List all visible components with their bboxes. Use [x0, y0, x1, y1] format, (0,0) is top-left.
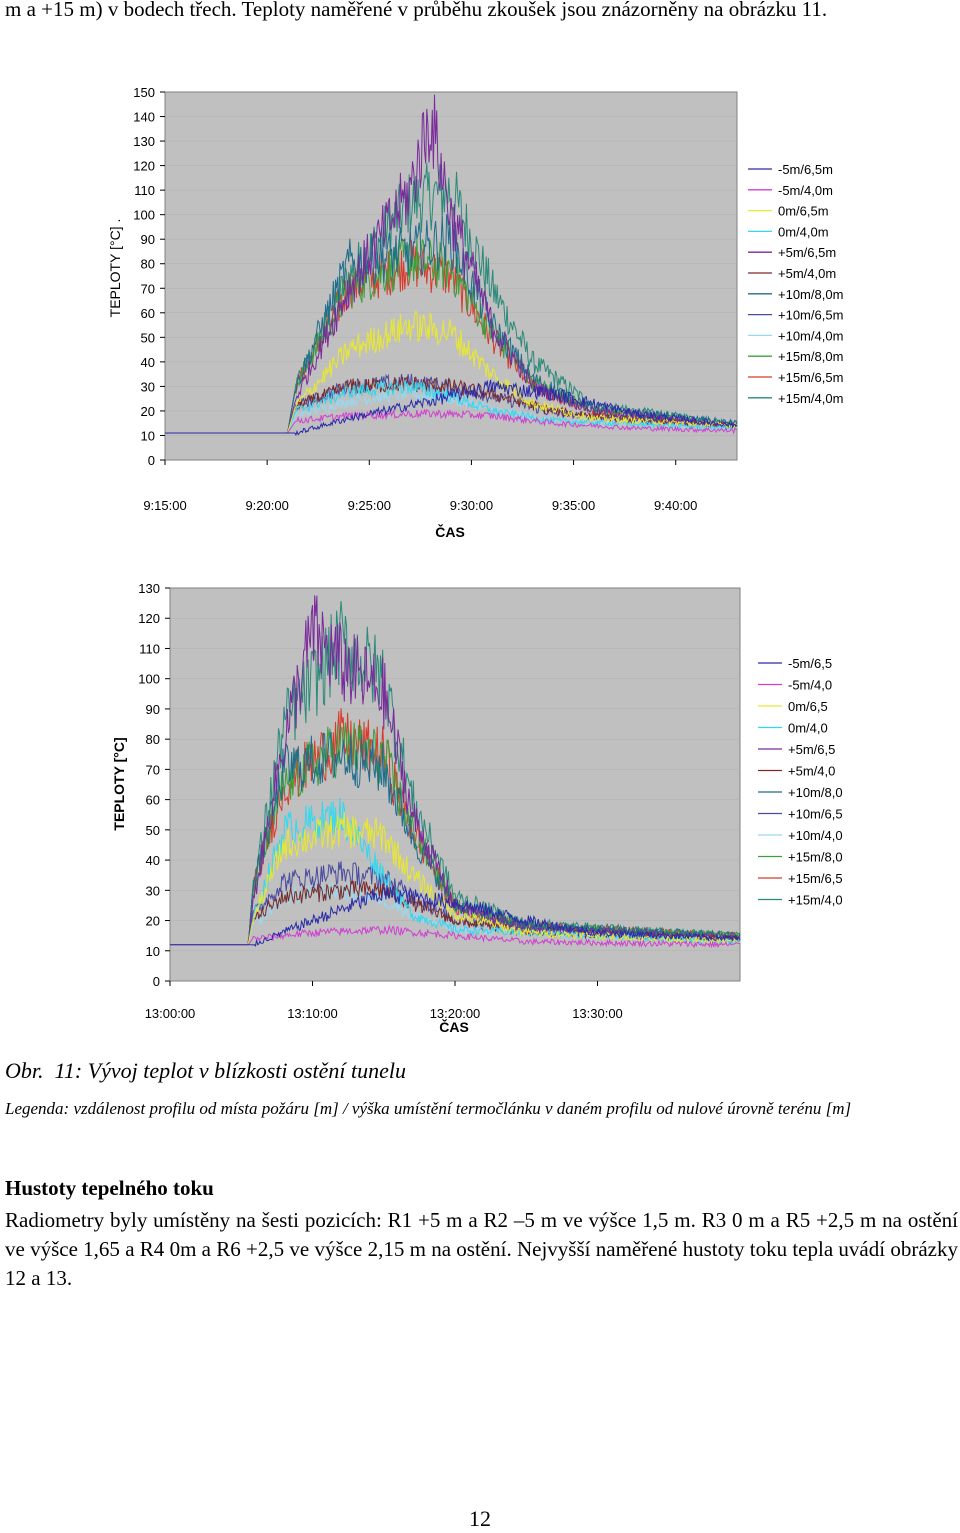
- chart2-ytick-label: 40: [145, 853, 160, 869]
- chart2-ytick-label: 130: [138, 581, 160, 596]
- chart2-legend-label: +10m/4,0: [788, 828, 843, 843]
- chart2-ytick-label: 30: [145, 883, 160, 899]
- chart2-legend-label: -5m/6,5: [788, 656, 833, 671]
- temperature-chart-1: [0, 78, 960, 548]
- chart1-ytick-label: 150: [133, 85, 155, 100]
- chart1-xtick-label: 9:20:00: [245, 498, 289, 513]
- figure-caption-text: 11: Vývoj teplot v blízkosti ostění tunelu: [54, 1058, 407, 1083]
- chart2-legend-label: +15m/8,0: [788, 849, 843, 865]
- chart1-ytick-label: 20: [140, 403, 155, 419]
- chart1-ytick-label: 70: [140, 281, 155, 297]
- chart2-xtick-label: 13:20:00: [429, 1006, 481, 1021]
- chart2-ytick-label: 120: [138, 611, 160, 627]
- chart1-ytick-label: 60: [140, 305, 155, 321]
- chart2-legend-label: +10m/6,5: [788, 806, 843, 822]
- chart2-xtick-label: 13:10:00: [287, 1006, 338, 1021]
- chart1-legend-label: +10m/6,5m: [778, 307, 844, 323]
- chart1-ytick-label: 30: [140, 379, 155, 395]
- chart2-legend-label: +10m/8,0: [788, 785, 843, 800]
- chart2-legend-label: 0m/6,5: [788, 699, 828, 714]
- section-heading: Hustoty tepelného toku: [5, 1176, 214, 1200]
- chart1-legend-label: +15m/4,0m: [778, 390, 844, 406]
- chart2-legend-label: +5m/4,0: [788, 763, 836, 779]
- chart1-ytick-label: 50: [140, 330, 155, 346]
- chart1-ytick-label: 100: [133, 207, 155, 223]
- chart2-ytick-label: 0: [152, 974, 160, 989]
- chart1-legend-label: +15m/6,5m: [778, 370, 844, 385]
- chart1-ytick-label: 40: [140, 354, 155, 370]
- chart2-ytick-label: 60: [145, 792, 160, 808]
- chart2-legend-label: -5m/4,0: [788, 677, 833, 693]
- chart1-ytick-label: 10: [140, 428, 155, 444]
- chart1-legend-label: -5m/6,5m: [778, 162, 833, 177]
- chart2-ytick-label: 80: [145, 732, 160, 748]
- chart2-legend-label: +15m/4,0: [788, 892, 843, 908]
- chart1-ytick-label: 0: [147, 453, 155, 468]
- chart1-legend-label: +10m/4,0m: [778, 328, 844, 344]
- chart2-ytick-label: 90: [145, 701, 160, 717]
- chart1-ytick-label: 120: [133, 158, 155, 174]
- chart1-legend-label: +5m/4,0m: [778, 266, 837, 281]
- chart1-ytick-label: 140: [133, 109, 155, 125]
- figure-caption: [5, 1058, 406, 1084]
- figure-caption-prefix: Obr.: [5, 1058, 44, 1083]
- chart2-ytick-label: 70: [145, 762, 160, 778]
- section-paragraph: Radiometry byly umístěny na šesti pozicích: R1 +5 m a R2 –5 m ve výšce 1,5 m. R3 0 m a R5 +2,5 m na ostění ve výšce 1,65 a R4 0m a R6 +2,5 ve výšce 2,15 m na ostění. Nejvyšší naměřené hustoty toku tepla uvádí obrázky 12 a 13.: [5, 1208, 958, 1290]
- chart2-ytick-label: 110: [139, 641, 160, 657]
- chart1-legend-label: +10m/8,0m: [778, 286, 844, 302]
- chart1-xlabel: ČAS: [435, 524, 465, 540]
- page-number: 12: [469, 1506, 491, 1531]
- chart2-legend-label: +15m/6,5: [788, 871, 843, 886]
- chart1-xtick-label: 9:30:00: [449, 498, 494, 513]
- chart1-legend-label: +5m/6,5m: [778, 245, 837, 261]
- chart1-ytick-label: 110: [134, 183, 155, 199]
- chart1-xtick-label: 9:25:00: [347, 498, 391, 513]
- intro-paragraph: m a +15 m) v bodech třech. Teploty naměřené v průběhu zkoušek jsou znázorněny na obrázku 11.: [5, 0, 828, 21]
- chart1-xtick-label: 9:35:00: [551, 498, 596, 513]
- chart2-xtick-label: 13:30:00: [572, 1006, 623, 1021]
- chart1-ylabel: TEPLOTY [°C] .: [107, 218, 123, 318]
- chart2-legend-label: +5m/6,5: [788, 742, 836, 757]
- chart2-xtick-label: 13:00:00: [144, 1006, 196, 1021]
- chart1-ytick-label: 90: [140, 232, 155, 248]
- chart1-xtick-label: 9:15:00: [143, 498, 187, 513]
- chart1-legend-label: 0m/4,0m: [778, 224, 829, 240]
- chart1-xtick-label: 9:40:00: [654, 498, 698, 513]
- legend-note: Legenda: vzdálenost profilu od místa požáru [m] / výška umístění termočlánku v daném profilu od nulové úrovně terénu [m]: [5, 1099, 852, 1118]
- chart2-ytick-label: 20: [145, 913, 160, 929]
- temperature-chart-2: [0, 572, 960, 1042]
- chart2-ytick-label: 50: [145, 822, 160, 838]
- chart2-legend-label: 0m/4,0: [788, 720, 828, 736]
- chart1-ytick-label: 80: [140, 256, 155, 272]
- chart2-ylabel: TEPLOTY [°C]: [111, 737, 127, 831]
- chart2-xlabel: ČAS: [439, 1019, 469, 1035]
- chart1-legend-label: +15m/8,0m: [778, 349, 844, 365]
- chart1-legend-label: 0m/6,5m: [778, 203, 829, 219]
- chart2-ytick-label: 10: [145, 943, 160, 959]
- chart1-legend-label: -5m/4,0m: [778, 182, 833, 198]
- chart1-ytick-label: 130: [133, 134, 155, 150]
- chart2-ytick-label: 100: [138, 671, 160, 687]
